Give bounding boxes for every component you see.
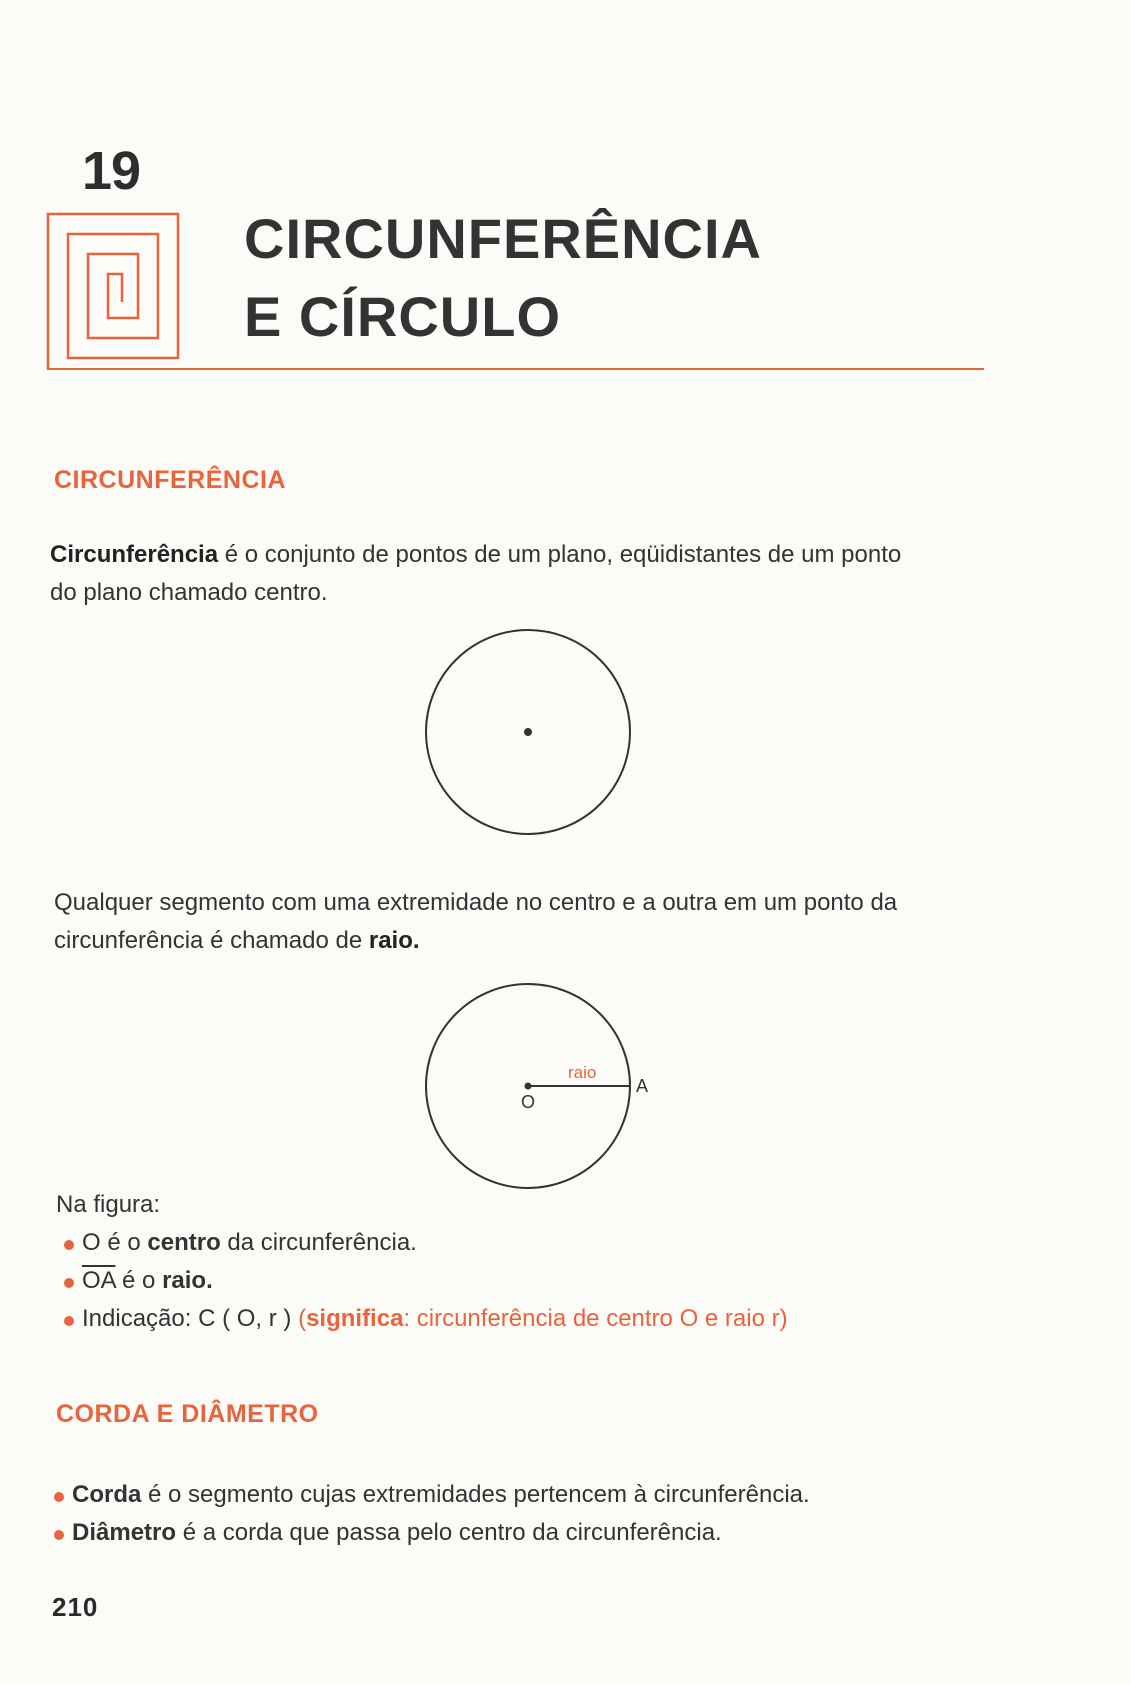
section-heading-corda-diametro: CORDA E DIÂMETRO — [56, 1400, 319, 1428]
raio-term: raio. — [368, 927, 420, 954]
corda-diametro-list — [50, 1476, 1010, 1552]
page-number: 210 — [52, 1592, 99, 1622]
definition-text-line1: é o conjunto de pontos de um plano, eqüidistantes de um ponto — [218, 541, 902, 568]
chapter-title-line2: E CÍRCULO — [244, 285, 561, 348]
na-figura-lead: Na figura: — [56, 1191, 161, 1218]
definition-text-line2: do plano chamado centro. — [50, 579, 328, 606]
chapter-title-line1: CIRCUNFERÊNCIA — [244, 207, 762, 270]
point-label-a: A — [636, 1076, 649, 1096]
list-item-indicacao: Indicação: C ( O, r ) (significa: circunferência de centro O e raio r) — [60, 1300, 1020, 1338]
section-heading-circunferencia: CIRCUNFERÊNCIA — [54, 466, 286, 494]
na-figura-list — [60, 1224, 1020, 1338]
center-label-o: O — [521, 1092, 536, 1112]
list-item-centro: O é o centro da circunferência. — [60, 1224, 1020, 1262]
definition-paragraph — [50, 536, 1010, 612]
circle-figure-2 — [420, 978, 660, 1198]
raio-paragraph — [54, 884, 1014, 960]
chapter-spiral-icon — [46, 212, 186, 372]
raio-text-line2: circunferência é chamado de — [54, 927, 369, 954]
chapter-number: 19 — [82, 141, 141, 201]
center-point-o — [525, 1083, 532, 1090]
circle-figure-1 — [420, 628, 640, 848]
list-item-corda: Corda é o segmento cujas extremidades pertencem à circunferência. — [50, 1476, 1010, 1514]
header-divider — [48, 368, 984, 370]
definition-term: Circunferência — [50, 541, 219, 568]
radius-label: raio — [568, 1063, 597, 1082]
center-dot — [524, 728, 532, 736]
list-item-raio: $\overline{OA}$ é o raio. — [60, 1262, 1020, 1300]
segment-oa: $\overline{OA}$ — [82, 1267, 116, 1294]
raio-text-line1: Qualquer segmento com uma extremidade no centro e a outra em um ponto da — [54, 889, 898, 916]
list-item-diametro: Diâmetro é a corda que passa pelo centro da circunferência. — [50, 1514, 1010, 1552]
